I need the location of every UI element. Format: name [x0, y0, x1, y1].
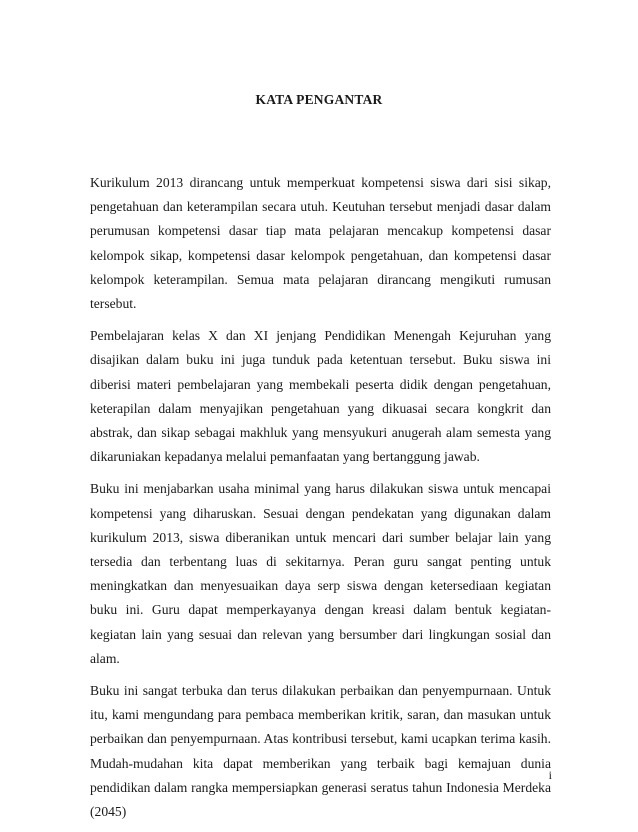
paragraph-1: Kurikulum 2013 dirancang untuk memperkuat kompetensi siswa dari sisi sikap, pengetahuan dan keterampilan secara utuh. Keutuhan tersebut menjadi dasar dalam perumusan kompetensi dasar tiap mata pelajaran mencakup kompetensi dasar kelompok sikap, kompetensi dasar kelompok pengetahuan, dan kompetensi dasar kelompok keterampilan. Semua mata pelajaran dirancang mengikuti rumusan tersebut. [90, 175, 551, 312]
paragraph-3: Buku ini menjabarkan usaha minimal yang harus dilakukan siswa untuk mencapai kompetensi yang diharuskan. Sesuai dengan pendekatan yang digunakan dalam kurikulum 2013, siswa diberanikan untuk mencari dari sumber belajar lain yang tersedia dan terbentang luas di sekitarnya. Peran guru sangat penting untuk meningkatkan dan menyesuaikan daya serp siswa dengan ketersediaan kegiatan buku ini. Guru dapat memperkayanya dengan kreasi dalam bentuk kegiatan-kegiatan lain yang sesuai dan relevan yang bersumber dari lingkungan sosial dan alam. [90, 481, 551, 666]
paragraph-2: Pembelajaran kelas X dan XI jenjang Pendidikan Menengah Kejuruhan yang disajikan dalam buku ini juga tunduk pada ketentuan tersebut. Buku siswa ini diberisi materi pembelajaran yang membekali peserta didik dengan pengetahuan, keterapilan dalam menyajikan pengetahuan yang dikuasai secara kongkrit dan abstrak, dan sikap sebagai makhluk yang mensyukuri anugerah alam semesta yang dikaruniakan kepadanya melalui pemanfaatan yang bertanggung jawab. [90, 328, 551, 465]
paragraph-4: Buku ini sangat terbuka dan terus dilakukan perbaikan dan penyempurnaan. Untuk itu, kami mengundang para pembaca memberikan kritik, saran, dan masukan untuk perbaikan dan penyempurnaan. Atas kontribusi tersebut, kami ucapkan terima kasih. Mudah-mudahan kita dapat memberikan yang terbaik bagi kemajuan dunia pendidikan dalam rangka mempersiapkan generasi seratus tahun Indonesia Merdeka (2045) [90, 683, 551, 820]
body-text [90, 171, 551, 832]
page-title: KATA PENGANTAR [255, 92, 383, 107]
page-number: i [548, 768, 552, 782]
